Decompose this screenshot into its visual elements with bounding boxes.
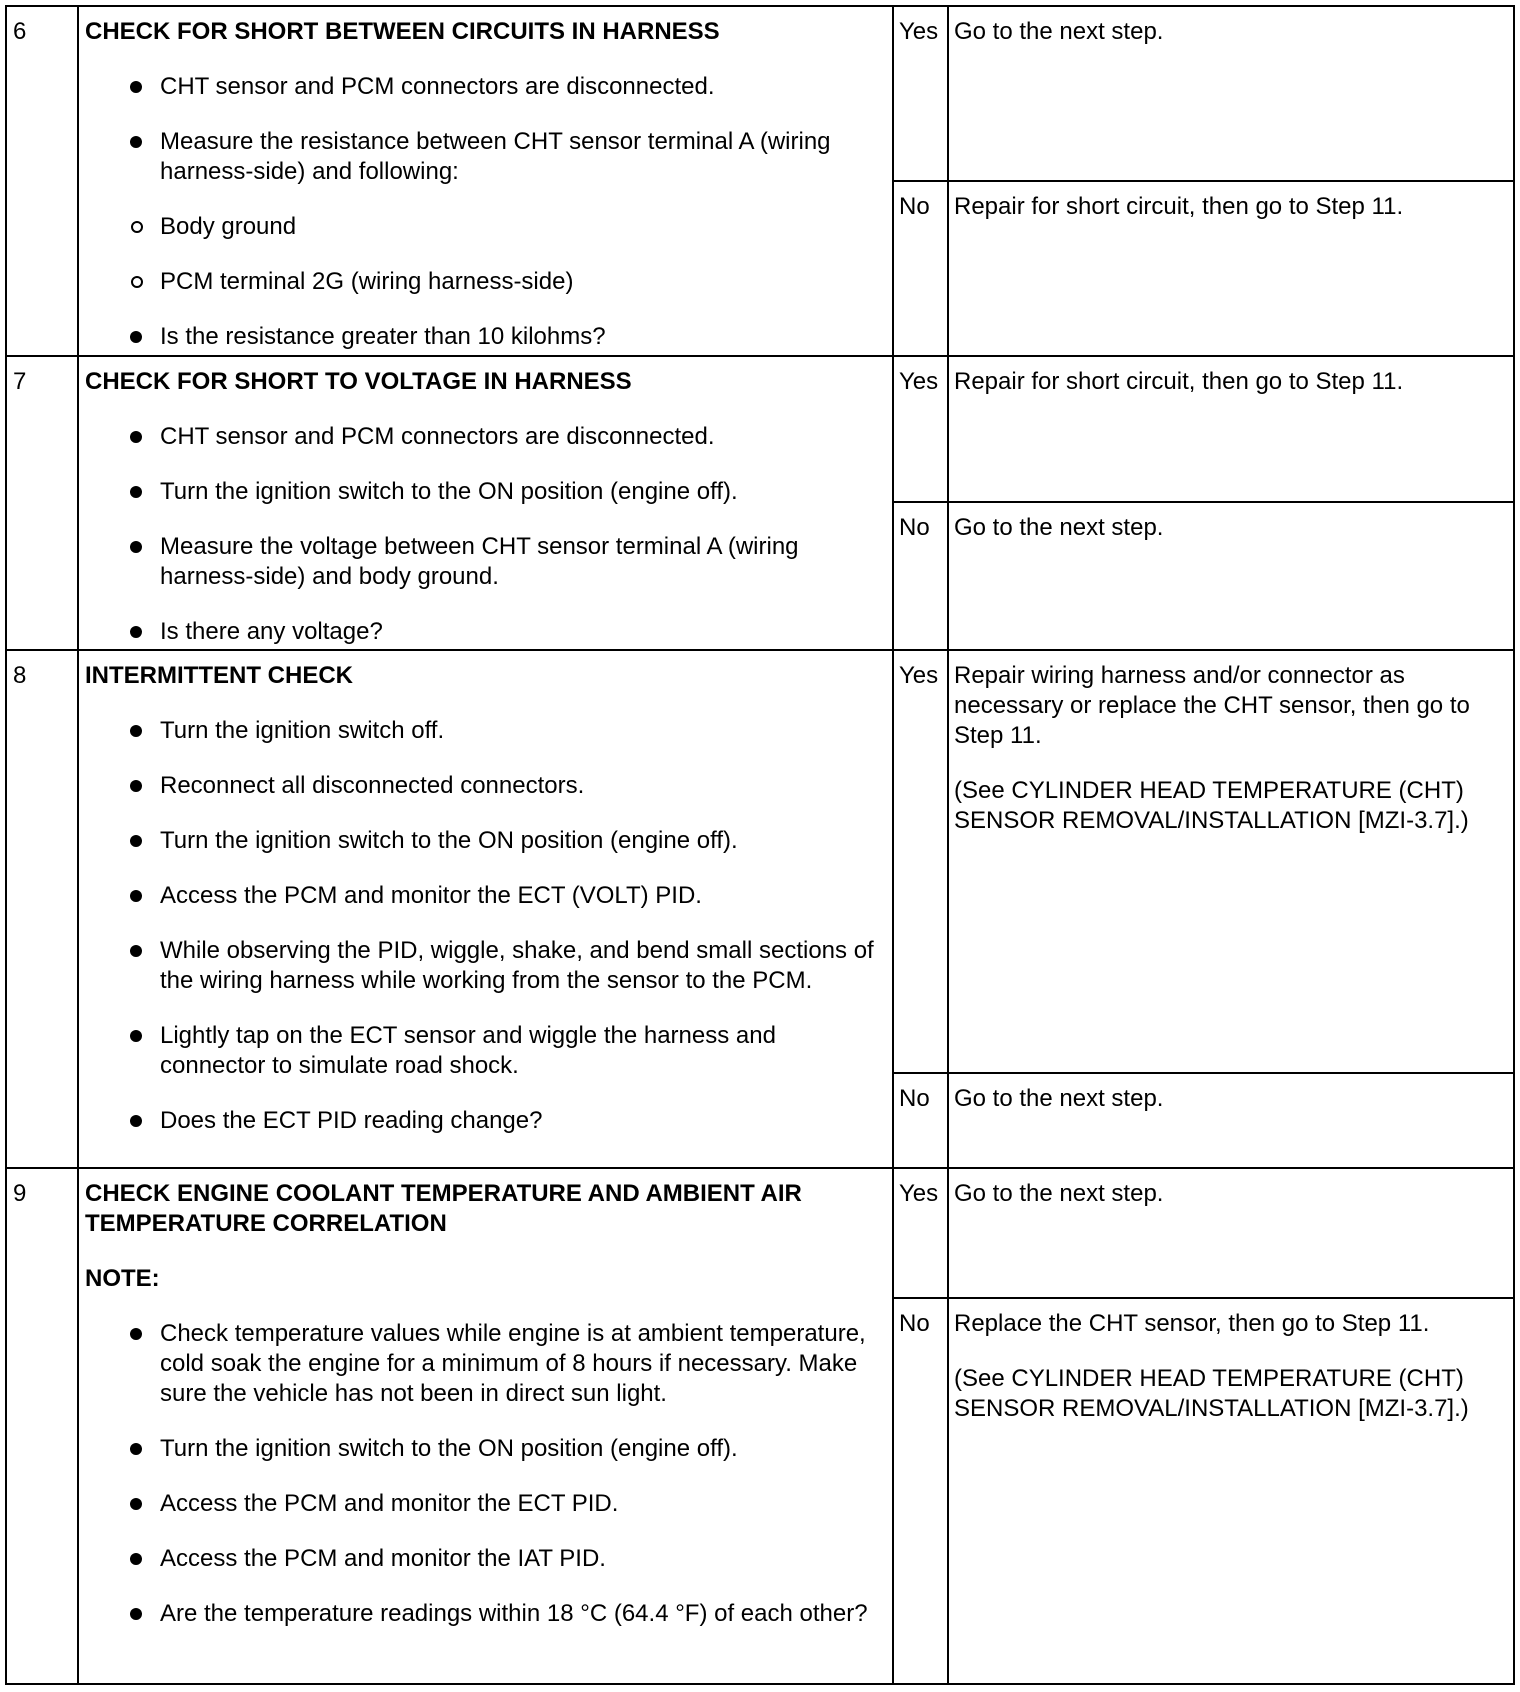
bullet-item: CHT sensor and PCM connectors are disconnected.: [85, 72, 884, 102]
bullet-item: Turn the ignition switch to the ON position (engine off).: [85, 826, 884, 856]
action-text: Repair for short circuit, then go to Step 11.: [954, 368, 1404, 395]
step-title: CHECK FOR SHORT BETWEEN CIRCUITS IN HARNESS: [85, 18, 720, 45]
step-7-procedure: [78, 356, 893, 650]
bullet-item: Measure the voltage between CHT sensor terminal A (wiring harness-side) and body ground.: [85, 532, 884, 592]
diagnostic-table: [5, 5, 1515, 1685]
sub-bullet-item: Body ground: [85, 212, 884, 242]
bullet-item: Are the temperature readings within 18 °C (64.4 °F) of each other?: [85, 1599, 884, 1629]
step-title: INTERMITTENT CHECK: [85, 662, 353, 689]
bullet-list: [85, 72, 884, 187]
bullet-item: Access the PCM and monitor the IAT PID.: [85, 1544, 884, 1574]
note-label: NOTE:: [85, 1265, 160, 1292]
yes-label: Yes: [893, 6, 948, 181]
no-action: [948, 1073, 1514, 1168]
no-action: [948, 1298, 1514, 1684]
step-6-yes-row: [6, 6, 1514, 181]
action-text: Go to the next step.: [954, 18, 1164, 45]
bullet-item: CHT sensor and PCM connectors are disconnected.: [85, 422, 884, 452]
bullet-item: Access the PCM and monitor the ECT PID.: [85, 1489, 884, 1519]
no-label: No: [893, 1073, 948, 1168]
step-title: CHECK FOR SHORT TO VOLTAGE IN HARNESS: [85, 368, 632, 395]
bullet-list: [85, 422, 884, 647]
yes-action: [948, 356, 1514, 502]
step-number: 6: [6, 6, 78, 356]
yes-label: Yes: [893, 650, 948, 1073]
reference-text: (See CYLINDER HEAD TEMPERATURE (CHT) SENSOR REMOVAL/INSTALLATION [MZI-3.7].): [954, 1365, 1469, 1422]
bullet-item: Does the ECT PID reading change?: [85, 1106, 884, 1136]
bullet-item: Lightly tap on the ECT sensor and wiggle the harness and connector to simulate road shock.: [85, 1021, 884, 1081]
no-label: No: [893, 181, 948, 356]
no-action: [948, 502, 1514, 650]
step-title: CHECK ENGINE COOLANT TEMPERATURE AND AMBIENT AIR TEMPERATURE CORRELATION: [85, 1180, 802, 1237]
bullet-item: Turn the ignition switch to the ON position (engine off).: [85, 1434, 884, 1464]
bullet-item: Reconnect all disconnected connectors.: [85, 771, 884, 801]
bullet-item: Measure the resistance between CHT sensor terminal A (wiring harness-side) and following:: [85, 127, 884, 187]
yes-action: [948, 6, 1514, 181]
bullet-list: [85, 716, 884, 1136]
yes-action: [948, 650, 1514, 1073]
bullet-item: Turn the ignition switch off.: [85, 716, 884, 746]
bullet-item: While observing the PID, wiggle, shake, and bend small sections of the wiring harness while working from the sensor to the PCM.: [85, 936, 884, 996]
yes-label: Yes: [893, 1168, 948, 1298]
yes-action: [948, 1168, 1514, 1298]
bullet-list: [85, 322, 884, 352]
sub-bullet-list: [85, 212, 884, 297]
bullet-item: Check temperature values while engine is at ambient temperature, cold soak the engine for a minimum of 8 hours if necessary. Make sure the vehicle has not been in direct sun light.: [85, 1319, 884, 1409]
sub-bullet-item: PCM terminal 2G (wiring harness-side): [85, 267, 884, 297]
bullet-item: Access the PCM and monitor the ECT (VOLT) PID.: [85, 881, 884, 911]
action-text: Go to the next step.: [954, 1180, 1164, 1207]
action-text: Repair wiring harness and/or connector as necessary or replace the CHT sensor, then go to Step 11.: [954, 662, 1470, 749]
step-9-yes-row: [6, 1168, 1514, 1298]
no-label: No: [893, 1298, 948, 1684]
bullet-item: Is there any voltage?: [85, 617, 884, 647]
step-9-procedure: [78, 1168, 893, 1684]
action-text: Replace the CHT sensor, then go to Step 11.: [954, 1310, 1430, 1337]
bullet-item: Turn the ignition switch to the ON position (engine off).: [85, 477, 884, 507]
step-8-yes-row: [6, 650, 1514, 1073]
step-7-yes-row: [6, 356, 1514, 502]
step-number: 9: [6, 1168, 78, 1684]
action-text: Repair for short circuit, then go to Step 11.: [954, 193, 1404, 220]
diagnostic-procedure-page: [5, 5, 1513, 1687]
action-text: Go to the next step.: [954, 1085, 1164, 1112]
bullet-list: [85, 1319, 884, 1629]
step-number: 7: [6, 356, 78, 650]
yes-label: Yes: [893, 356, 948, 502]
step-8-procedure: [78, 650, 893, 1168]
step-6-procedure: [78, 6, 893, 356]
no-label: No: [893, 502, 948, 650]
bullet-item: Is the resistance greater than 10 kilohms?: [85, 322, 884, 352]
no-action: [948, 181, 1514, 356]
action-text: Go to the next step.: [954, 514, 1164, 541]
step-number: 8: [6, 650, 78, 1168]
reference-text: (See CYLINDER HEAD TEMPERATURE (CHT) SENSOR REMOVAL/INSTALLATION [MZI-3.7].): [954, 777, 1469, 834]
